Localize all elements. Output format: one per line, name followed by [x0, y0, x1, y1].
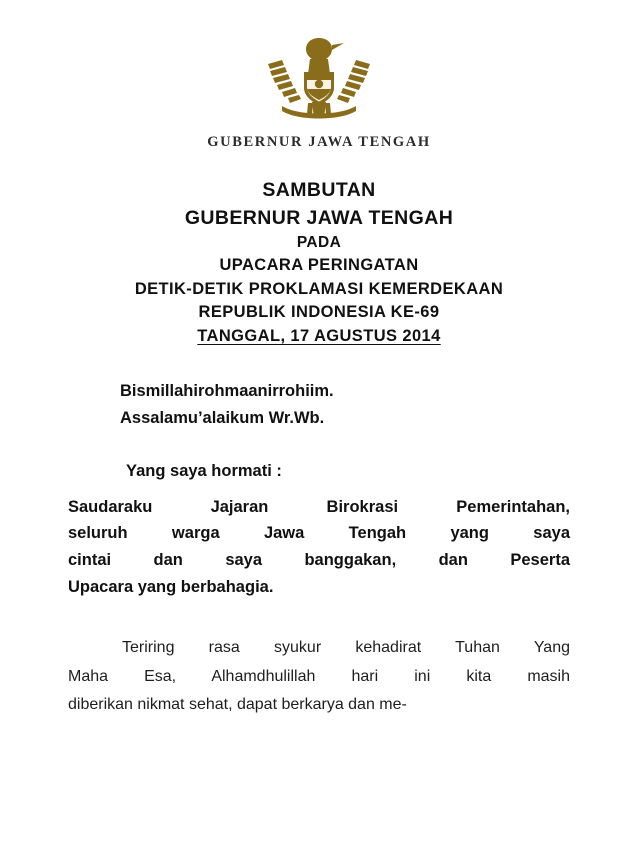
- addressee-line-2: seluruh warga Jawa Tengah yang saya: [68, 524, 570, 543]
- document-title-block: [68, 177, 570, 348]
- title-line-7: TANGGAL, 17 AGUSTUS 2014: [197, 326, 441, 345]
- title-line-3: PADA: [296, 234, 342, 252]
- body-paragraph: [68, 634, 570, 719]
- title-line-4: UPACARA PERINGATAN: [219, 256, 419, 275]
- addressee-line-4: Upacara yang berbahagia.: [68, 577, 274, 596]
- salutation-line-2: Assalamu’alaikum Wr.Wb.: [120, 408, 325, 427]
- paragraph-line-1-text: Teriring rasa syukur kehadirat Tuhan Yang: [122, 639, 570, 657]
- institution-name: GUBERNUR JAWA TENGAH: [207, 134, 431, 150]
- addressee-line-1: Saudaraku Jajaran Birokrasi Pemerintahan,: [68, 497, 570, 516]
- title-line-6: REPUBLIK INDONESIA KE-69: [198, 303, 440, 322]
- salutation-line-1: Bismillahirohmaanirrohiim.: [120, 382, 334, 401]
- garuda-pancasila-emblem: [68, 0, 570, 120]
- paragraph-line-1: [68, 634, 570, 662]
- paragraph-line-3: diberikan nikmat sehat, dapat berkarya dan me-: [68, 696, 407, 714]
- salutation-block: [68, 378, 570, 431]
- honor-line: Yang saya hormati :: [126, 461, 282, 480]
- addressee-line-3: cintai dan saya banggakan, dan Peserta: [68, 550, 570, 569]
- paragraph-line-2: Maha Esa, Alhamdhulillah hari ini kita masih: [68, 667, 570, 685]
- title-line-2: GUBERNUR JAWA TENGAH: [184, 206, 454, 229]
- title-line-1: SAMBUTAN: [262, 179, 376, 201]
- title-line-5: DETIK-DETIK PROKLAMASI KEMERDEKAAN: [134, 279, 504, 298]
- addressee-block: [68, 494, 570, 601]
